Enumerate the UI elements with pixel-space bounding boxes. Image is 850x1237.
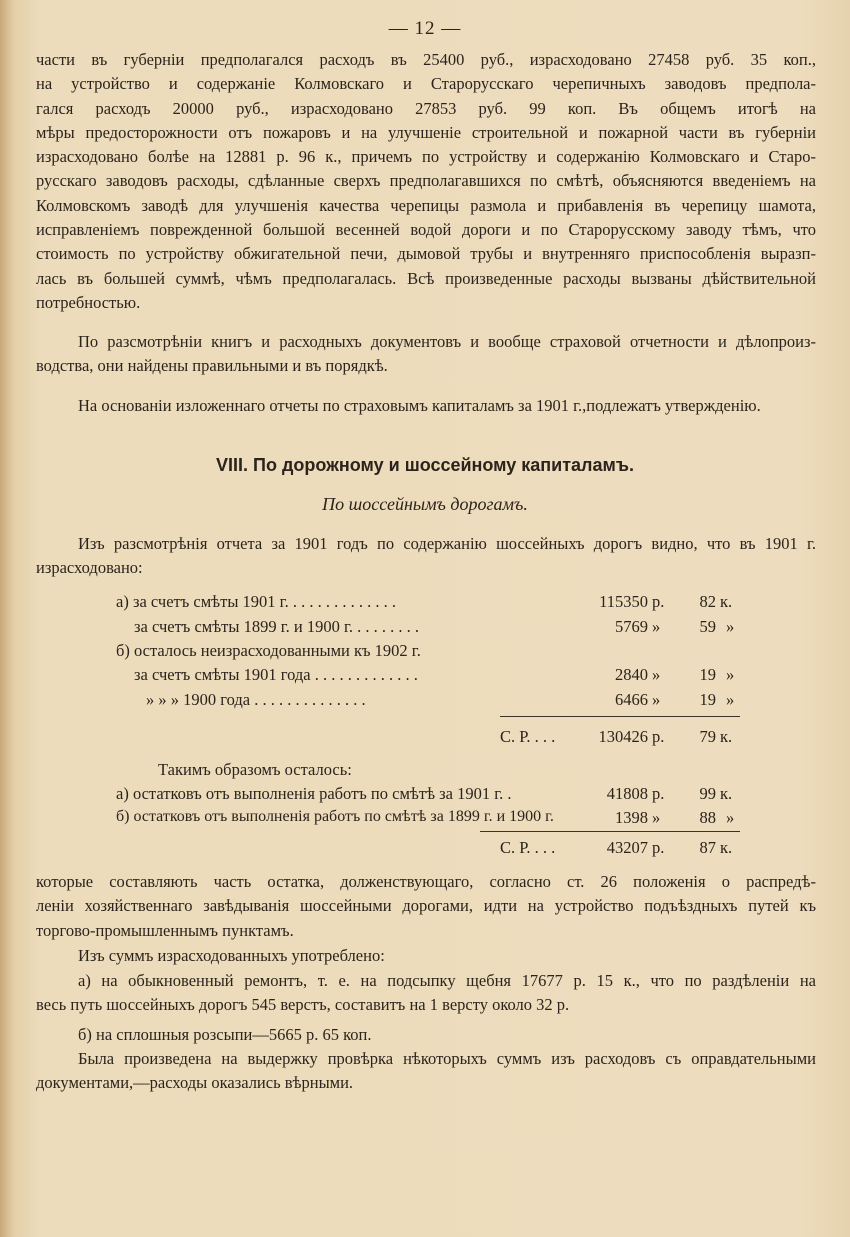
text-line: израсходовано: bbox=[36, 558, 143, 578]
total-rubles: 43207 bbox=[606, 838, 648, 857]
text-line: потребностью. bbox=[36, 292, 141, 312]
text-line: лась въ большей суммѣ, чѣмъ предполагалась. Всѣ произведенные расходы вызваны дѣйствительной bbox=[36, 268, 816, 288]
text-line: леніи хозяйственнаго завѣдыванія шоссейными дорогами, идти на устройство подъѣздныхъ путей къ bbox=[36, 896, 816, 916]
paragraph-approval bbox=[36, 394, 816, 418]
table-row-label: за счетъ смѣты 1901 года . . . . . . . . . . . . . bbox=[134, 665, 418, 684]
amount-rubles: 1398 bbox=[615, 808, 648, 827]
amount-kopecks: 88 bbox=[699, 808, 716, 827]
table-row-label: а) остатковъ отъ выполненія работъ по смѣтѣ за 1901 г. . bbox=[116, 784, 512, 803]
text-line: Была произведена на выдержку провѣрка нѣкоторыхъ суммъ изъ расходовъ съ оправдательными bbox=[78, 1049, 816, 1068]
amount-rubles: 2840 bbox=[615, 665, 648, 684]
table-row-label: за счетъ смѣты 1899 г. и 1900 г. . . . . . . . . bbox=[134, 617, 419, 636]
table-row-label: а) за счетъ смѣты 1901 г. . . . . . . . . . . . . . bbox=[116, 592, 396, 611]
text-line: Колмовскомъ заводѣ для улучшенія качества черепицы размола и прибавленія въ черепицу шамота, bbox=[36, 195, 816, 215]
kopecks-unit: к. bbox=[720, 727, 733, 746]
paragraph-books-review bbox=[36, 330, 816, 379]
kopecks-unit: » bbox=[726, 617, 735, 636]
text-line: стоимость по устройству обжигательной печи, дымовой трубы и внутренняго приспособленія выразп- bbox=[36, 244, 816, 264]
paragraph-audit bbox=[36, 1047, 816, 1096]
page-number: — 12 — bbox=[388, 18, 462, 39]
kopecks-unit: » bbox=[726, 690, 735, 709]
amount-kopecks: 82 bbox=[699, 592, 716, 611]
rubles-unit: р. bbox=[652, 592, 665, 611]
text-line: Изъ суммъ израсходованныхъ употреблено: bbox=[78, 946, 385, 965]
rubles-unit: » bbox=[652, 665, 661, 684]
amount-rubles: 5769 bbox=[615, 617, 648, 636]
text-line: мѣры предосторожности отъ пожаровъ и на улучшеніе строительной и пожарной части въ губерніи bbox=[36, 122, 816, 142]
paragraph-usage-intro bbox=[36, 944, 816, 968]
text-line: На основаніи изложеннаго отчеты по страховымъ капиталамъ за 1901 г.,подлежатъ утвержденію. bbox=[78, 396, 761, 415]
amount-rubles: 41808 bbox=[606, 784, 648, 803]
amount-rubles: 115350 bbox=[599, 592, 648, 611]
paragraph-remainder-purpose bbox=[36, 870, 816, 943]
text-line: водства, они найдены правильными и въ порядкѣ. bbox=[36, 356, 388, 376]
table-row-label: » » » 1900 года . . . . . . . . . . . . . . bbox=[146, 690, 366, 709]
text-line: б) на сплошныя розсыпи—5665 р. 65 коп. bbox=[78, 1025, 372, 1044]
text-line: русскаго заводовъ расходы, сдѣланные сверхъ предполагавшихся по смѣтѣ, объясняются введеніемъ на bbox=[36, 171, 816, 191]
text-line: исправленіемъ поврежденной большой весенней водой дороги и по Старорусскому заводу тѣмъ, что bbox=[36, 220, 816, 240]
text-line: части въ губерніи предполагался расходъ въ 25400 руб., израсходовано 27458 руб. 35 коп., bbox=[36, 50, 816, 69]
text-line: израсходовано болѣе на 12881 р. 96 к., причемъ по устройству и содержанію Колмовскаго и Старо- bbox=[36, 147, 816, 167]
text-line: документами,—расходы оказались вѣрными. bbox=[36, 1073, 354, 1093]
amount-rubles: 6466 bbox=[615, 690, 648, 709]
rubles-unit: р. bbox=[652, 838, 665, 857]
kopecks-unit: » bbox=[726, 665, 735, 684]
remaining-intro: Такимъ образомъ осталось: bbox=[158, 760, 352, 779]
text-line: торгово-промышленнымъ пунктамъ. bbox=[36, 920, 294, 940]
kopecks-unit: » bbox=[726, 808, 735, 827]
sum-rule bbox=[480, 831, 740, 832]
text-line: По разсмотрѣніи книгъ и расходныхъ документовъ и вообще страховой отчетности и дѣлопроиз- bbox=[78, 332, 816, 351]
rubles-unit: р. bbox=[652, 727, 665, 746]
sum-rule bbox=[500, 716, 740, 717]
kopecks-unit: к. bbox=[720, 784, 733, 803]
text-line: которые составляють часть остатка, долженствующаго, согласно ст. 26 положенія о распредѣ- bbox=[36, 872, 816, 891]
text-line: на устройство и содержаніе Колмовскаго и Старорусскаго черепичныхъ заводовъ предпола- bbox=[36, 74, 816, 94]
paragraph-repair bbox=[36, 969, 816, 1018]
section-heading: VIII. По дорожному и шоссейному капиталамъ. bbox=[216, 455, 634, 475]
paragraph-gravel bbox=[36, 1023, 816, 1047]
amount-kopecks: 19 bbox=[699, 665, 716, 684]
amount-kopecks: 59 bbox=[699, 617, 716, 636]
rubles-unit: » bbox=[652, 617, 661, 636]
text-line: гался расходъ 20000 руб., израсходовано 27853 руб. 99 коп. Въ общемъ итогѣ на bbox=[36, 98, 816, 118]
kopecks-unit: к. bbox=[720, 592, 733, 611]
paragraph-fire-expenses bbox=[36, 48, 816, 315]
table-row-label: б) осталось неизрасходованными къ 1902 г. bbox=[116, 641, 421, 660]
kopecks-unit: к. bbox=[720, 838, 733, 857]
total-kopecks: 87 bbox=[699, 838, 716, 857]
text-line: Изъ разсмотрѣнія отчета за 1901 годъ по содержанію шоссейныхъ дорогъ видно, что въ 1901 г. bbox=[78, 534, 816, 553]
text-line: а) на обыкновенный ремонтъ, т. е. на подсыпку щебня 17677 р. 15 к., что по раздѣленіи на bbox=[78, 971, 816, 990]
amount-kopecks: 99 bbox=[699, 784, 716, 803]
total-rubles: 130426 bbox=[598, 727, 648, 746]
rubles-unit: » bbox=[652, 808, 661, 827]
rubles-unit: р. bbox=[652, 784, 665, 803]
amount-kopecks: 19 bbox=[699, 690, 716, 709]
total-label: С. Р. . . . bbox=[500, 838, 556, 857]
text-line: весь путь шоссейныхъ дорогъ 545 верстъ, составитъ на 1 версту около 32 р. bbox=[36, 995, 570, 1015]
rubles-unit: » bbox=[652, 690, 661, 709]
section-subheading: По шоссейнымъ дорогамъ. bbox=[322, 494, 528, 514]
paragraph-report-intro bbox=[36, 532, 816, 581]
table-row-label: б) остатковъ отъ выполненія работъ по смѣтѣ за 1899 г. и 1900 г. bbox=[116, 808, 554, 825]
total-label: С. Р. . . . bbox=[500, 727, 556, 746]
total-kopecks: 79 bbox=[699, 727, 716, 746]
